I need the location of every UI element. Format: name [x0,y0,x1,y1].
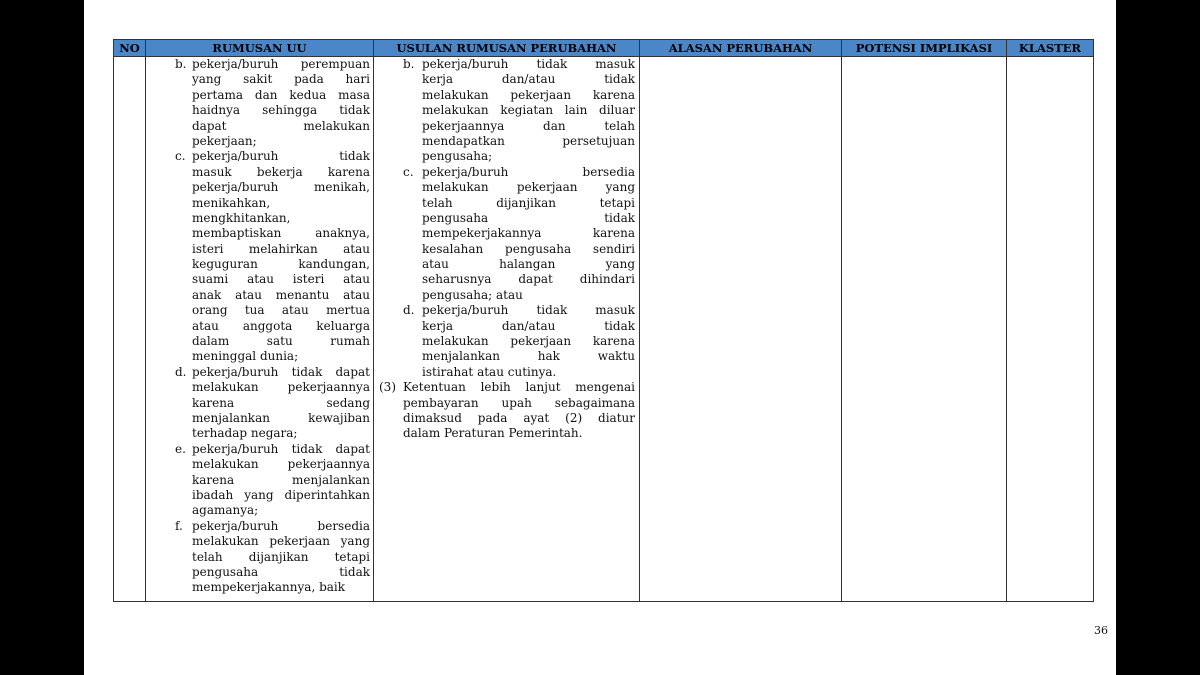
text-line: pekerja/buruh tidak masuk [422,57,635,71]
text-line: pekerja/buruh tidak [192,149,370,164]
text-line: karena sedang [192,395,370,410]
cell-rumusan-uu [146,57,374,602]
text-line: yang sakit pada hari [192,72,370,87]
text-line: orang tua atau mertua [192,303,370,318]
list-marker: c. [403,164,414,179]
list-marker: b. [403,57,415,71]
text-line: pekerja/buruh tidak dapat [192,441,370,456]
header-klaster: KLASTER [1007,40,1094,57]
text-line: telah dijanjikan tetapi [192,549,370,564]
list-item [379,303,635,380]
text-line: atau halangan yang [422,257,635,272]
list-item [175,365,370,442]
list-marker: f. [175,518,183,533]
text-line: mengkhitankan, [192,210,291,225]
list-item [175,442,370,519]
text-line: masuk bekerja karena [192,164,370,179]
cell-usulan-rumusan-perubahan [374,57,640,602]
cell-klaster [1007,57,1094,602]
text-line: kerja dan/atau tidak [422,318,635,333]
text-line: pekerja/buruh perempuan [192,57,370,71]
text-line: dimaksud pada ayat (2) diatur [403,410,635,425]
list-marker: d. [403,303,415,318]
table-header-row [114,40,1094,57]
text-line: menjalankan hak waktu [422,349,635,364]
header-potensi-implikasi: POTENSI IMPLIKASI [842,40,1007,57]
text-line: karena menjalankan [192,472,370,487]
text-line: mendapatkan persetujuan [422,133,635,148]
header-no: NO [114,40,146,57]
text-line: suami atau isteri atau [192,272,370,287]
text-line: kerja dan/atau tidak [422,72,635,87]
list-marker: b. [175,57,187,71]
table-row [114,57,1094,602]
text-line: pekerjaannya dan telah [422,118,635,133]
text-line: istirahat atau cutinya. [422,364,557,379]
text-line: melakukan pekerjaan karena [422,87,635,102]
text-line: terhadap negara; [192,426,298,441]
text-line: pekerja/buruh tidak masuk [422,303,635,318]
text-line: membaptiskan anaknya, [192,226,370,241]
comparison-table [113,39,1094,602]
text-line: kesalahan pengusaha sendiri [422,241,635,256]
text-line: melakukan pekerjaan yang [192,534,370,549]
text-line: mempekerjakannya, baik [192,580,346,595]
text-line: pertama dan kedua masa [192,87,370,102]
header-rumusan-uu: RUMUSAN UU [146,40,374,57]
text-line: pengusaha tidak [422,210,635,225]
list-marker: d. [175,364,187,379]
text-line: dapat melakukan [192,118,370,133]
list-marker: e. [175,441,186,456]
text-line: haidnya sehingga tidak [192,103,370,118]
text-line: menikahkan, [192,195,271,210]
list-marker: (3) [379,380,396,395]
text-line: anak atau menantu atau [192,287,370,302]
list-marker: c. [175,149,186,164]
cell-alasan-perubahan [640,57,842,602]
text-line: dalam satu rumah [192,334,370,349]
text-line: pembayaran upah sebagaimana [403,395,635,410]
header-usulan-rumusan-perubahan: USULAN RUMUSAN PERUBAHAN [374,40,640,57]
text-line: pekerja/buruh tidak dapat [192,364,370,379]
text-line: melakukan kegiatan lain diluar [422,103,635,118]
text-line: pekerja/buruh bersedia [422,164,635,179]
text-line: melakukan pekerjaan karena [422,334,635,349]
text-line: pengusaha tidak [192,564,370,579]
text-line: melakukan pekerjaannya [192,457,370,472]
text-line: Ketentuan lebih lanjut mengenai [403,380,635,395]
list-item [175,519,370,596]
text-line: mempekerjakannya karena [422,226,635,241]
header-alasan-perubahan: ALASAN PERUBAHAN [640,40,842,57]
document-page [84,0,1116,675]
text-line: pengusaha; [422,149,493,164]
text-line: melakukan pekerjaan yang [422,180,635,195]
cell-no [114,57,146,602]
text-line: meninggal dunia; [192,349,299,364]
page-number: 36 [1094,624,1108,637]
list-item [379,57,635,165]
list-item [379,380,635,442]
text-line: telah dijanjikan tetapi [422,195,635,210]
list-item [175,57,370,149]
text-line: pengusaha; atau [422,287,523,302]
text-line: pekerjaan; [192,133,257,148]
text-line: pekerja/buruh menikah, [192,180,370,195]
text-line: seharusnya dapat dihindari [422,272,635,287]
cell-potensi-implikasi [842,57,1007,602]
text-line: keguguran kandungan, [192,257,370,272]
text-line: ibadah yang diperintahkan [192,487,370,502]
text-line: melakukan pekerjaannya [192,380,370,395]
text-line: dalam Peraturan Pemerintah. [403,426,583,441]
text-line: atau anggota keluarga [192,318,370,333]
text-line: pekerja/buruh bersedia [192,518,370,533]
text-line: agamanya; [192,503,259,518]
text-line: isteri melahirkan atau [192,241,370,256]
text-line: menjalankan kewajiban [192,410,370,425]
list-item [175,149,370,364]
list-item [379,165,635,304]
